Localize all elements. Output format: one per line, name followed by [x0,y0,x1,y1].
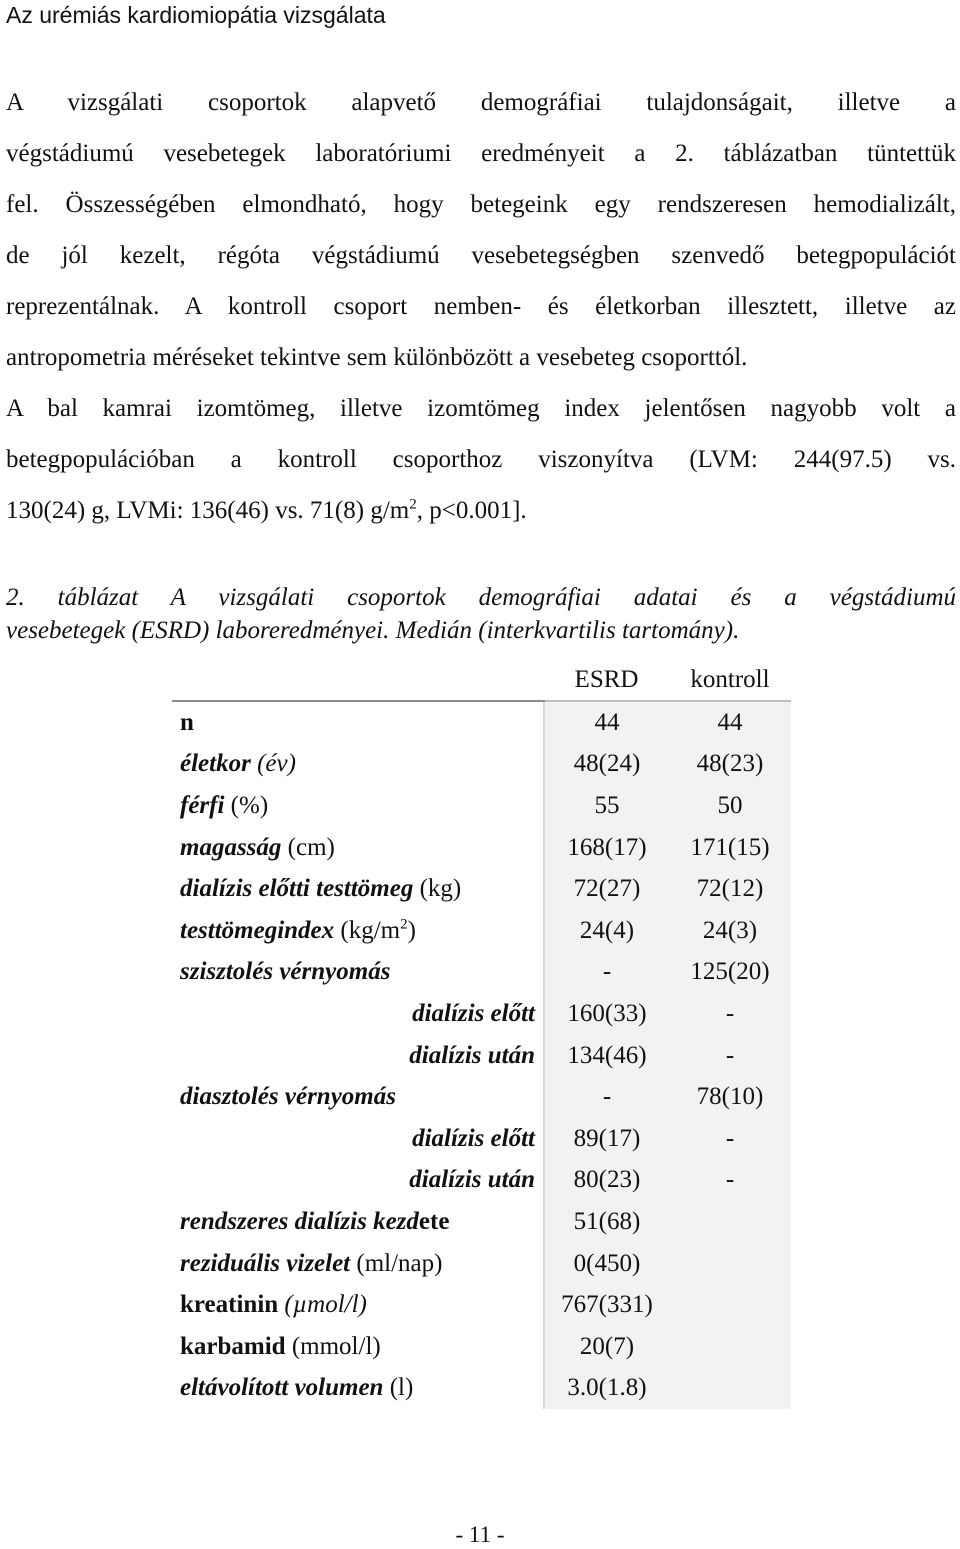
table-row: rendszeres dialízis kezdete 51(68) [172,1201,791,1243]
para-line: betegpopulációban a kontroll csoporthoz viszonyítva (LVM: 244(97.5) vs. [6,446,956,473]
running-header: Az urémiás kardiomiopátia vizsgálata [6,2,386,28]
table-row: dialízis után 134(46) - [172,1035,791,1077]
table-row: magasság (cm) 168(17) 171(15) [172,827,791,869]
table-row: reziduális vizelet (ml/nap) 0(450) [172,1243,791,1285]
para-line: A vizsgálati csoportok alapvető demográfiai tulajdonságait, illetve a [6,89,956,116]
table-row: eltávolított volumen (l) 3.0(1.8) [172,1368,791,1410]
caption-line: vesebetegek (ESRD) laboreredményei. Medián (interkvartilis tartomány). [6,617,740,644]
page-number: - 11 - [455,1522,505,1547]
table-row: testtömegindex $(kg/m^2)$ 24(4) 24(3) [172,910,791,952]
table-row: életkor (év) 48(24) 48(23) [172,744,791,786]
table-caption [6,581,956,647]
para-line: fel. Összességében elmondható, hogy betegeink egy rendszeresen hemodializált, [6,191,956,218]
table-row: diasztolés vérnyomás - 78(10) [172,1076,791,1118]
table-row: kreatinin (µmol/l) 767(331) [172,1284,791,1326]
para-line: de jól kezelt, régóta végstádiumú vesebetegségben szenvedő betegpopulációt [6,242,956,269]
table-row: dialízis után 80(23) - [172,1160,791,1202]
table-row: szisztolés vérnyomás - 125(20) [172,952,791,994]
table-row: dialízis előtt 89(17) - [172,1118,791,1160]
table-header-row [172,660,791,701]
para-line: reprezentálnak. A kontroll csoport nemben- és életkorban illesztett, illetve az [6,293,956,320]
table-row: dialízis előtti testtömeg (kg) 72(27) 72(12) [172,868,791,910]
table-row: karbamid (mmol/l) 20(7) [172,1326,791,1368]
para-line: 130(24) g, LVMi: 136(46) vs. 71(8) $g/m^2$, p<0.001]. [6,496,527,524]
demographics-table [172,660,791,1409]
caption-line: 2. táblázat A vizsgálati csoportok demográfiai adatai és a végstádiumú [6,584,956,611]
col-header-kontroll: kontroll [690,666,770,693]
table-row: n 44 44 [172,701,791,744]
table-row: férfi (%) 55 50 [172,785,791,827]
para-line: végstádiumú vesebetegek laboratóriumi eredményeit a 2. táblázatban tüntettük [6,140,956,167]
body-paragraph [6,77,956,536]
para-line: antropometria méréseket tekintve sem különbözött a vesebeteg csoporttól. [6,344,748,371]
col-header-esrd: ESRD [574,666,639,693]
table-row: dialízis előtt 160(33) - [172,993,791,1035]
para-line: A bal kamrai izomtömeg, illetve izomtömeg index jelentősen nagyobb volt a [6,395,956,422]
